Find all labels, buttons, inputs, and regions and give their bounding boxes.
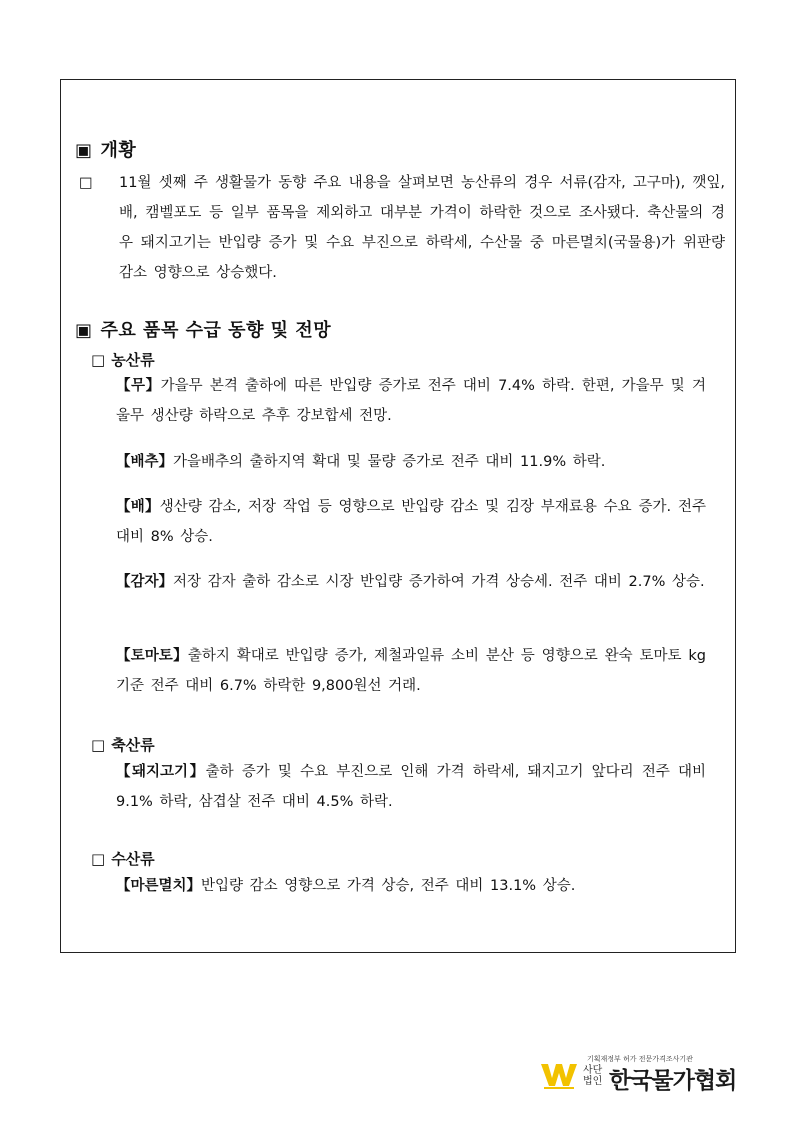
- report-frame: [60, 79, 736, 953]
- logo-corp: 사단법인: [583, 1065, 603, 1087]
- fishery-title: 수산류: [111, 850, 155, 868]
- item-text: 가을무 본격 출하에 따른 반입량 증가로 전주 대비 7.4% 하락. 한편, 가을무 및 겨울무 생산량 하락으로 추후 강보합세 전망.: [116, 378, 706, 424]
- outlook-heading-text: 주요 품목 수급 동향 및 전망: [100, 320, 332, 341]
- item-tag: 【배추】: [116, 454, 174, 470]
- item-text: 출하 증가 및 수요 부진으로 인해 가격 하락세, 돼지고기 앞다리 전주 대비 9.1% 하락, 삼겹살 전주 대비 4.5% 하락.: [116, 764, 706, 810]
- agri-item-tomato: [116, 641, 706, 701]
- item-text: 생산량 감소, 저장 작업 등 영향으로 반입량 감소 및 김장 부재료용 수요 증가. 전주 대비 8% 상승.: [116, 499, 706, 545]
- agri-item-potato: [116, 567, 706, 597]
- kpa-logo: [541, 1054, 741, 1094]
- item-text: 출하지 확대로 반입량 증가, 제철과일류 소비 분산 등 영향으로 완숙 토마토 kg 기준 전주 대비 6.7% 하락한 9,800원선 거래.: [116, 648, 706, 694]
- livestock-item-pork: [116, 757, 706, 817]
- overview-paragraph: [79, 168, 725, 288]
- section-mark-icon: ▣: [75, 140, 93, 161]
- fishery-subheading: [91, 848, 155, 869]
- kpa-emblem-icon: [541, 1060, 581, 1090]
- agri-item-pear: [116, 492, 706, 552]
- livestock-title: 축산류: [111, 736, 155, 754]
- agri-title: 농산류: [111, 351, 155, 369]
- agri-item-radish: [116, 371, 706, 431]
- item-text: 저장 감자 출하 감소로 시장 반입량 증가하여 가격 상승세. 전주 대비 2.7% 상승.: [173, 574, 705, 590]
- item-text: 반입량 감소 영향으로 가격 상승, 전주 대비 13.1% 상승.: [201, 878, 576, 894]
- checkbox-mark-icon: □: [79, 175, 93, 191]
- item-text: 가을배추의 출하지역 확대 및 물량 증가로 전주 대비 11.9% 하락.: [173, 454, 606, 470]
- checkbox-mark-icon: □: [91, 736, 106, 754]
- outlook-heading: [75, 316, 331, 342]
- item-tag: 【감자】: [116, 574, 174, 590]
- section-mark-icon: ▣: [75, 320, 93, 341]
- item-tag: 【마른멸치】: [116, 878, 202, 894]
- logo-name: 한국물가협회: [609, 1068, 737, 1094]
- agri-item-cabbage: [116, 447, 706, 477]
- overview-heading-text: 개황: [100, 140, 137, 161]
- logo-tagline: 기획재정부 허가 전문가격조사기관: [587, 1055, 693, 1063]
- item-tag: 【돼지고기】: [116, 764, 206, 780]
- fishery-item-anchovy: [116, 871, 706, 901]
- item-tag: 【무】: [116, 378, 161, 394]
- overview-text: 11월 셋째 주 생활물가 동향 주요 내용을 살펴보면 농산류의 경우 서류(감자, 고구마), 깻잎, 배, 캠벨포도 등 일부 품목을 제외하고 대부분 가격이 하락한 것으로 조사됐다. 축산물의 경우 돼지고기는 반입량 증가 및 수요 부진으로 하락세, 수산물 중 마른멸치(국물용)가 위판량 감소 영향으로 상승했다.: [119, 175, 725, 281]
- agri-subheading: [91, 349, 155, 370]
- checkbox-mark-icon: □: [91, 850, 106, 868]
- item-tag: 【토마토】: [116, 648, 188, 664]
- item-tag: 【배】: [116, 499, 160, 515]
- overview-heading: [75, 136, 136, 162]
- livestock-subheading: [91, 734, 155, 755]
- checkbox-mark-icon: □: [91, 351, 106, 369]
